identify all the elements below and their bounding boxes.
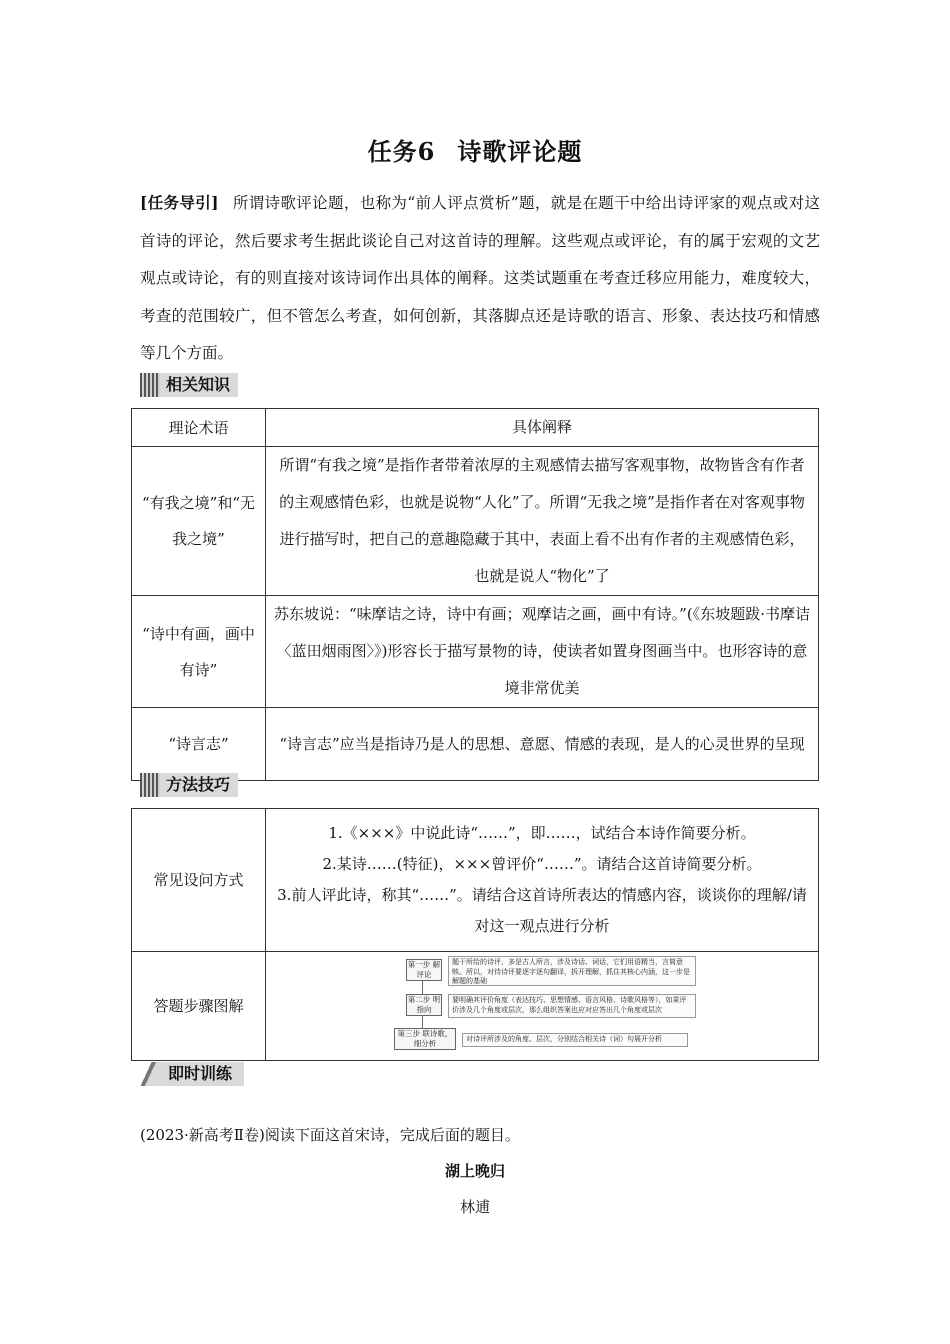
page-title: [0, 132, 950, 167]
task-name: 诗歌评论题: [457, 137, 583, 166]
method-label-cell: 答题步骤图解: [132, 952, 266, 1061]
diagram-step-box: 第一步 解评论: [407, 960, 441, 979]
diagram-step-box: 第三步 联诗歌，细分析: [394, 1028, 456, 1050]
diagram-step-desc: 要明确其评价角度（表达技巧、思想情感、语言风格、诗歌风格等），如果评价涉及几个角度或层次，那么组织答案也应对应答出几个角度或层次: [448, 994, 696, 1018]
diagram-step-desc: 对诗评所涉及的角度、层次，分别结合相关诗（词）句展开分析: [462, 1033, 688, 1047]
poem-author: 林逋: [459, 1198, 490, 1216]
answer-steps-cell: [266, 952, 819, 1061]
section-heading-methods: [140, 772, 238, 798]
question-form-item: 1.《×××》中说此诗“……”，即……，试结合本诗作简要分析。: [328, 824, 756, 842]
explanation-cell: 苏东坡说：“味摩诘之诗，诗中有画；观摩诘之画，画中有诗。”(《东坡题跋·书摩诘〈蓝田烟雨图〉》)形容长于描写景物的诗，使读者如置身图画当中。也形容诗的意境非常优美: [266, 596, 819, 708]
method-label-cell: 常见设问方式: [132, 809, 266, 952]
task-number: 任务6: [367, 137, 436, 166]
arrow-down-icon: [422, 980, 423, 994]
slant-marker-icon: [140, 1062, 158, 1086]
task-guide-paragraph: [140, 184, 820, 373]
table-row: [132, 708, 819, 781]
explanation-cell: 所谓“有我之境”是指作者带着浓厚的主观感情去描写客观事物，故物皆含有作者的主观感情色彩，也就是说物“人化”了。所谓“无我之境”是指作者在对客观事物进行描写时，把自己的意趣隐藏于其中，表面上看不出有作者的主观感情色彩，也就是说人“物化”了: [266, 447, 819, 596]
table-row: [132, 447, 819, 596]
section-heading-training: [140, 1061, 258, 1087]
question-forms-cell: [266, 809, 819, 952]
explanation-cell: “诗言志”应当是指诗乃是人的思想、意愿、情感的表现，是人的心灵世界的呈现: [266, 708, 819, 781]
table-row: [132, 809, 819, 952]
header-term: 理论术语: [132, 409, 266, 447]
poem-title: 湖上晚归: [444, 1162, 505, 1180]
answer-steps-diagram: [392, 956, 692, 1056]
term-cell: “诗言志”: [132, 708, 266, 781]
diagram-step-box: 第二步 明指向: [407, 995, 441, 1014]
header-explanation: 具体阐释: [266, 409, 819, 447]
diagram-step-desc: 题干所给的诗评，多是古人所言，涉及诗话、词话，它们用语精当，言简意赅。所以，对待诗评要逐字逐句翻译，拆开理解，抓住其核心内涵，这一步是解题的基础: [448, 956, 696, 986]
task-guide-label: [任务导引]: [140, 193, 219, 212]
table-row: [132, 596, 819, 708]
arrow-down-icon: [422, 1015, 423, 1028]
knowledge-table: [131, 408, 819, 781]
table-header-row: [132, 409, 819, 447]
question-form-item: 3.前人评此诗，称其“……”。请结合这首诗所表达的情感内容，谈谈你的理解/请对这一观点进行分析: [277, 886, 807, 935]
section-heading-knowledge: [140, 372, 238, 398]
section-heading-label: 方法技巧: [160, 773, 238, 797]
section-heading-label: 即时训练: [158, 1062, 244, 1086]
hatch-marker-icon: [140, 773, 160, 797]
table-row: [132, 952, 819, 1061]
section-heading-label: 相关知识: [160, 373, 238, 397]
task-guide-text: 所谓诗歌评论题，也称为“前人评点赏析”题，就是在题干中给出诗评家的观点或对这首诗的评论，然后要求考生据此谈论自己对这首诗的理解。这些观点或评论，有的属于宏观的文艺观点或诗论，有的则直接对该诗词作出具体的阐释。这类试题重在考查迁移应用能力，难度较大，考查的范围较广，但不管怎么考查，如何创新，其落脚点还是诗歌的语言、形象、表达技巧和情感等几个方面。: [140, 194, 820, 362]
methods-table: [131, 808, 819, 1061]
exercise-question: (2023·新高考Ⅱ卷)阅读下面这首宋诗，完成后面的题目。: [140, 1126, 520, 1144]
question-form-item: 2.某诗……(特征)，×××曾评价“……”。请结合这首诗简要分析。: [322, 855, 762, 873]
term-cell: “有我之境”和“无我之境”: [132, 447, 266, 596]
term-cell: “诗中有画，画中有诗”: [132, 596, 266, 708]
hatch-marker-icon: [140, 373, 160, 397]
